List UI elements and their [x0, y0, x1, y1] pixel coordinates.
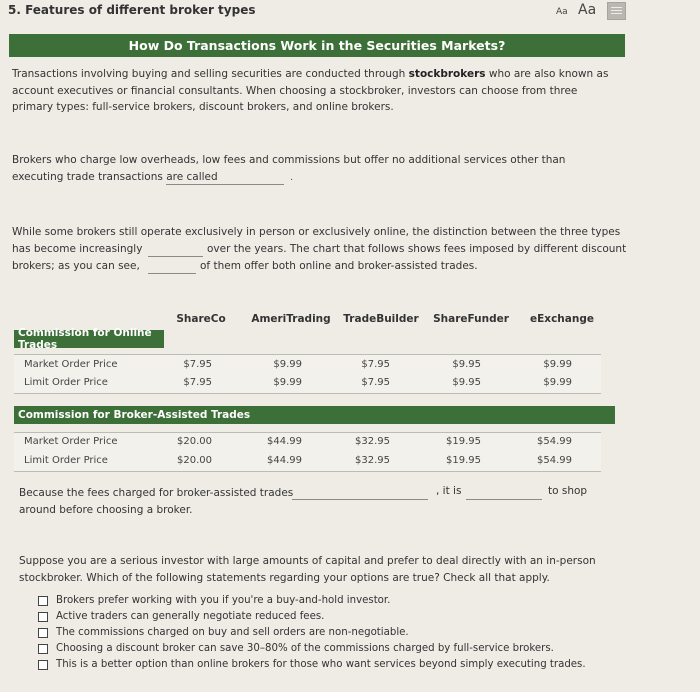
- option-4[interactable]: [38, 643, 554, 654]
- table-cell: $7.95: [361, 377, 390, 388]
- paragraph-3-line-2a: has become increasingly: [12, 243, 143, 255]
- table-cell: $32.95: [355, 436, 390, 447]
- decrease-font-button[interactable]: Aa: [556, 7, 568, 17]
- paragraph-4-line-1: Because the fees charged for broker-assisted trades: [19, 487, 294, 499]
- table-cell: $9.99: [273, 359, 302, 370]
- option-label: Brokers prefer working with you if you're a buy-and-hold investor.: [56, 595, 391, 606]
- table-cell: $7.95: [361, 359, 390, 370]
- option-3[interactable]: [38, 627, 409, 638]
- paragraph-4-mid: , it is: [436, 485, 462, 497]
- section-title: 5. Features of different broker types: [8, 3, 256, 17]
- paragraph-3-line-3b: of them offer both online and broker-assisted trades.: [200, 260, 478, 272]
- option-5[interactable]: [38, 659, 586, 670]
- table-cell: $54.99: [537, 436, 572, 447]
- checkbox[interactable]: [38, 596, 48, 606]
- checkbox[interactable]: [38, 628, 48, 638]
- broker-header-eexchange: eExchange: [530, 313, 594, 325]
- table-cell: $19.95: [446, 455, 481, 466]
- intro-keyword: stockbrokers: [408, 68, 486, 80]
- paragraph-question-4: Suppose you are a serious investor with large amounts of capital and prefer to deal directly with an in-person stockbroker. Which of the following statements regarding your options are true? Check all that apply.: [19, 555, 596, 584]
- row-label-market-order: Market Order Price: [24, 359, 118, 370]
- answer-blank-1[interactable]: [166, 184, 284, 185]
- option-label: Active traders can generally negotiate reduced fees.: [56, 611, 325, 622]
- answer-blank-2[interactable]: [148, 256, 203, 257]
- row-label-limit-order: Limit Order Price: [24, 377, 108, 388]
- table-cell: $44.99: [267, 436, 302, 447]
- paragraph-3-line-2b: over the years. The chart that follows shows fees imposed by different discount: [207, 243, 627, 255]
- table-cell: $9.99: [543, 377, 572, 388]
- row-label-limit-order: Limit Order Price: [24, 455, 108, 466]
- answer-blank-5[interactable]: [466, 499, 542, 500]
- intro-text-after: who are also known as account executives or financial consultants. When choosing a stockbroker, investors can choose from three primary types: full-service brokers, discount brokers, and online brokers.: [12, 68, 609, 113]
- table-cell: $19.95: [446, 436, 481, 447]
- paragraph-3-line-1: While some brokers still operate exclusively in person or exclusively online, the distinction between the three types: [12, 226, 621, 238]
- checkbox[interactable]: [38, 612, 48, 622]
- paragraph-3-line-3a: brokers; as you can see,: [12, 260, 140, 272]
- assisted-trades-section-header: [14, 406, 615, 424]
- option-label: Choosing a discount broker can save 30–80% of the commissions charged by full-service brokers.: [56, 643, 554, 654]
- checkbox[interactable]: [38, 660, 48, 670]
- table-cell: $9.95: [452, 377, 481, 388]
- online-trades-section-header: [14, 327, 164, 351]
- intro-text-before: Transactions involving buying and selling securities are conducted through: [12, 68, 409, 80]
- header-bar: [9, 34, 625, 57]
- broker-header-tradebuilder: TradeBuilder: [343, 313, 419, 325]
- table-cell: $54.99: [537, 455, 572, 466]
- paragraph-intro: [12, 66, 617, 116]
- checkbox[interactable]: [38, 644, 48, 654]
- option-label: The commissions charged on buy and sell orders are non-negotiable.: [56, 627, 409, 638]
- row-label-market-order: Market Order Price: [24, 436, 118, 447]
- answer-blank-4[interactable]: [292, 499, 428, 500]
- paragraph-4-line-2: around before choosing a broker.: [19, 503, 193, 516]
- paragraph-4-end: to shop: [548, 485, 588, 497]
- answer-blank-3[interactable]: [148, 273, 196, 274]
- table-cell: $20.00: [177, 436, 212, 447]
- paragraph-question-1: Brokers who charge low overheads, low fees and commissions but offer no additional services other than executing trade transactions are called: [12, 154, 566, 183]
- broker-header-shareco: ShareCo: [176, 313, 226, 325]
- document-icon[interactable]: [607, 2, 626, 20]
- paragraph-question-3: [19, 485, 293, 518]
- header-title: How Do Transactions Work in the Securities Markets?: [128, 38, 506, 53]
- option-1[interactable]: [38, 595, 390, 606]
- option-2[interactable]: [38, 611, 324, 622]
- option-label: This is a better option than online brokers for those who want services beyond simply executing trades.: [56, 659, 586, 670]
- broker-header-sharefunder: ShareFunder: [433, 313, 509, 325]
- increase-font-button[interactable]: Aa: [578, 2, 597, 18]
- assisted-trades-title: Commission for Broker-Assisted Trades: [18, 409, 251, 421]
- table-cell: $7.95: [183, 359, 212, 370]
- table-cell: $7.95: [183, 377, 212, 388]
- broker-header-ameritrading: AmeriTrading: [251, 313, 331, 325]
- table-cell: $9.99: [543, 359, 572, 370]
- table-cell: $32.95: [355, 455, 390, 466]
- table-cell: $9.95: [452, 359, 481, 370]
- blank-1-period: .: [290, 172, 294, 183]
- online-trades-title: Commission for Online Trades: [18, 327, 152, 351]
- table-cell: $9.99: [273, 377, 302, 388]
- table-cell: $44.99: [267, 455, 302, 466]
- table-cell: $20.00: [177, 455, 212, 466]
